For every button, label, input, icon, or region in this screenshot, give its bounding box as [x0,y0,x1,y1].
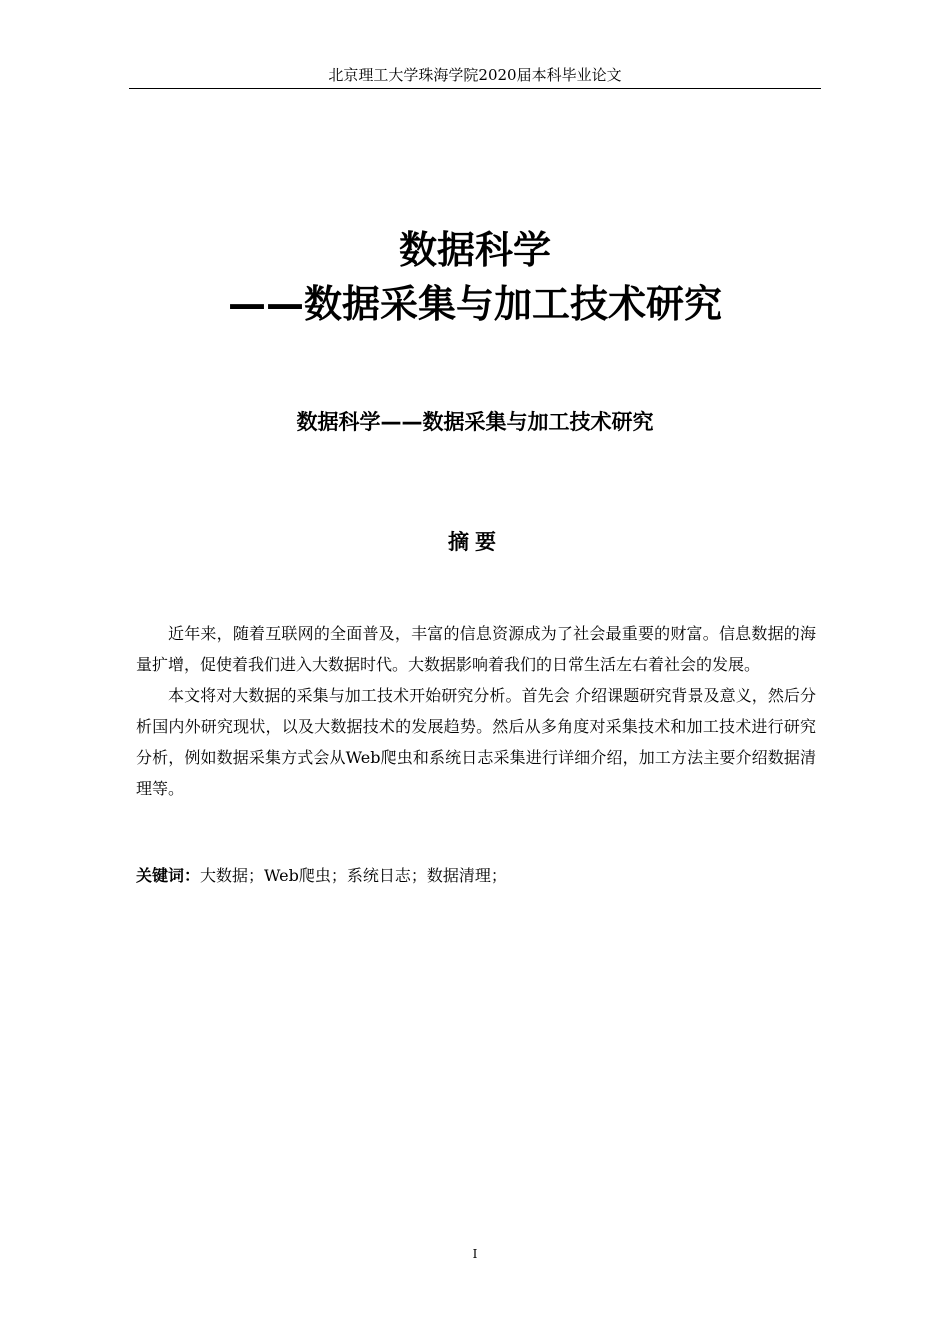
keywords-line [136,861,816,891]
abstract-paragraph-2: 本文将对大数据的采集与加工技术开始研究分析。首先会 介绍课题研究背景及意义，然后分析国内外研究现状，以及大数据技术的发展趋势。然后从多角度对采集技术和加工技术进行研究分析，例如数据采集方式会从Web爬虫和系统日志采集进行详细介绍，加工方法主要介绍数据清理等。 [136,686,816,798]
page-number: I [472,1247,478,1261]
main-title-line-2: ——数据采集与加工技术研究 [227,282,722,326]
keywords-label: 关键词： [136,866,201,885]
abstract-paragraph-1: 近年来，随着互联网的全面普及，丰富的信息资源成为了社会最重要的财富。信息数据的海量扩增，促使着我们进入大数据时代。大数据影响着我们的日常生活左右着社会的发展。 [136,624,816,674]
abstract-heading: 摘要 [448,530,502,554]
subtitle: 数据科学——数据采集与加工技术研究 [296,410,654,434]
running-header: 北京理工大学珠海学院2020届本科毕业论文 [328,66,622,84]
header-rule [129,88,821,89]
main-title-line-1: 数据科学 [398,228,551,272]
abstract-body [136,618,816,804]
keywords-value: 大数据；Web爬虫；系统日志；数据清理； [200,866,507,885]
